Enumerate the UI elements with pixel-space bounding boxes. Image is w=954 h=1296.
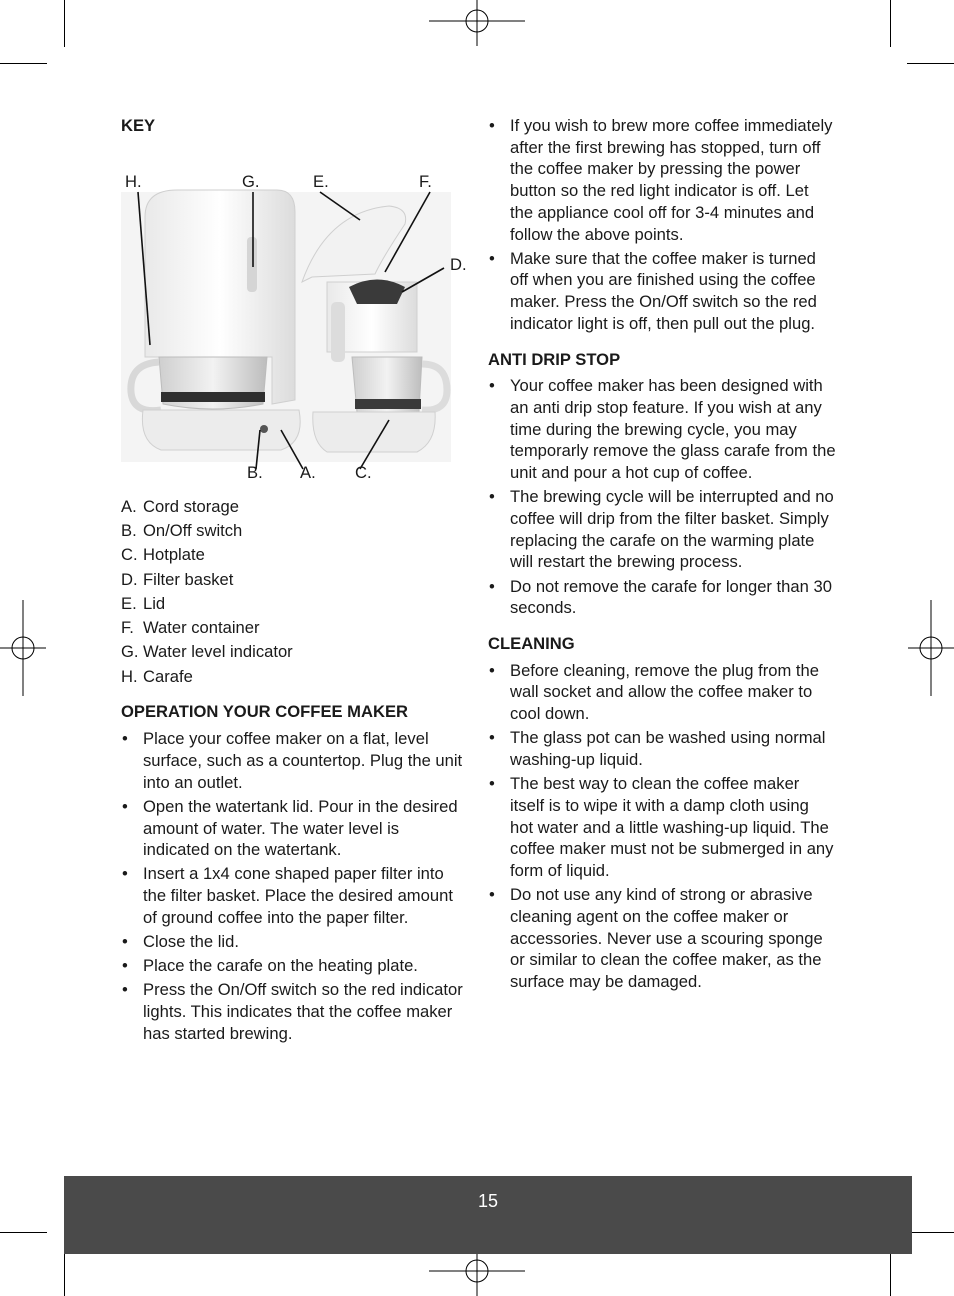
list-item: • The brewing cycle will be interrupted and no coffee will drip from the filter basket. Simply replacing the carafe on the warming plate will restart the brewing process. bbox=[489, 487, 834, 572]
operation-heading: OPERATION YOUR COFFEE MAKER bbox=[121, 702, 409, 722]
figure-label-g: G. bbox=[242, 171, 260, 191]
page-footer bbox=[64, 1176, 912, 1254]
figure-label-c: C. bbox=[355, 462, 372, 482]
list-item: • Close the lid. bbox=[122, 932, 239, 952]
crop-mark bbox=[907, 1232, 954, 1233]
operation-continued bbox=[488, 115, 836, 335]
crop-mark bbox=[890, 1249, 891, 1296]
cleaning-heading: CLEANING bbox=[488, 633, 575, 653]
registration-mark-left bbox=[0, 600, 46, 696]
list-item: • Before cleaning, remove the plug from the wall socket and allow the coffee maker to cool down. bbox=[489, 660, 820, 724]
list-item: • Do not remove the carafe for longer than 30 seconds. bbox=[489, 576, 832, 618]
crop-mark bbox=[0, 1232, 47, 1233]
registration-mark-right bbox=[908, 600, 954, 696]
figure-label-f: F. bbox=[419, 171, 432, 191]
list-item: • Place the carafe on the heating plate. bbox=[122, 956, 418, 976]
operation-more-list bbox=[488, 115, 836, 335]
registration-mark-top bbox=[429, 0, 525, 46]
key-item: B. On/Off switch bbox=[121, 521, 243, 540]
list-item: • Do not use any kind of strong or abrasive cleaning agent on the coffee maker or accessories. Never use a scouring sponge or similar to clean the coffee maker, as the surface may be damaged. bbox=[489, 885, 823, 992]
coffee-maker-figure bbox=[117, 142, 467, 482]
anti-drip-heading: ANTI DRIP STOP bbox=[488, 349, 621, 369]
key-item: G. Water level indicator bbox=[121, 642, 293, 662]
key-heading: KEY bbox=[121, 116, 156, 135]
coffee-maker-illustration bbox=[117, 142, 467, 482]
list-item: • Make sure that the coffee maker is turned off when you are finished using the coffee maker. Press the On/Off switch so the red indicator light is off, then pull out the plug. bbox=[489, 248, 817, 333]
key-item: E. Lid bbox=[121, 593, 166, 613]
key-list bbox=[121, 496, 466, 688]
list-item: • If you wish to brew more coffee immediately after the first brewing has stopped, turn off the coffee maker by pressing the power button so the red light indicator is off. Let the appliance cool off for 3-4 minutes and follow the above points. bbox=[489, 116, 833, 244]
figure-label-d: D. bbox=[450, 254, 467, 274]
cleaning-list bbox=[488, 660, 836, 993]
operation-section bbox=[121, 701, 466, 1044]
figure-label-h: H. bbox=[125, 171, 142, 191]
list-item: • Insert a 1x4 cone shaped paper filter into the filter basket. Place the desired amount of ground coffee into the paper filter. bbox=[122, 864, 453, 927]
list-item: • Your coffee maker has been designed with an anti drip stop feature. If you wish at any time during the brewing cycle, you may temporarly remove the glass carafe from the unit and pour a hot cup of coffee. bbox=[489, 376, 836, 483]
key-item: F. Water container bbox=[121, 618, 260, 638]
right-column bbox=[488, 115, 836, 1007]
left-column bbox=[121, 115, 466, 1059]
coffee-maker-front bbox=[131, 190, 300, 450]
registration-mark-bottom bbox=[429, 1250, 525, 1296]
list-item: • Open the watertank lid. Pour in the desired amount of water. The water level is indicated on the watertank. bbox=[122, 796, 458, 860]
list-item: • The glass pot can be washed using normal washing-up liquid. bbox=[489, 728, 826, 769]
crop-mark bbox=[907, 63, 954, 64]
key-item: D. Filter basket bbox=[121, 569, 234, 589]
list-item: • The best way to clean the coffee maker itself is to wipe it with a damp cloth using hot water and a little washing-up liquid. The coffee maker must not be submerged in any form of liquid. bbox=[489, 774, 834, 880]
page-number: 15 bbox=[477, 1191, 499, 1211]
figure-label-b: B. bbox=[247, 462, 263, 482]
crop-mark bbox=[64, 1249, 65, 1296]
key-item: H. Carafe bbox=[121, 666, 193, 686]
cleaning-section bbox=[488, 633, 836, 993]
figure-label-a: A. bbox=[300, 462, 316, 482]
anti-drip-list bbox=[488, 375, 836, 619]
key-item: C. Hotplate bbox=[121, 545, 205, 565]
list-item: • Press the On/Off switch so the red indicator lights. This indicates that the coffee maker has started brewing. bbox=[122, 980, 463, 1043]
list-item: • Place your coffee maker on a flat, level surface, such as a countertop. Plug the unit into an outlet. bbox=[122, 729, 463, 792]
anti-drip-section bbox=[488, 349, 836, 619]
crop-mark bbox=[890, 0, 891, 47]
figure-label-e: E. bbox=[313, 171, 329, 191]
crop-mark bbox=[64, 0, 65, 47]
key-item: A. Cord storage bbox=[121, 496, 239, 516]
crop-mark bbox=[0, 63, 47, 64]
operation-list bbox=[121, 728, 466, 1044]
